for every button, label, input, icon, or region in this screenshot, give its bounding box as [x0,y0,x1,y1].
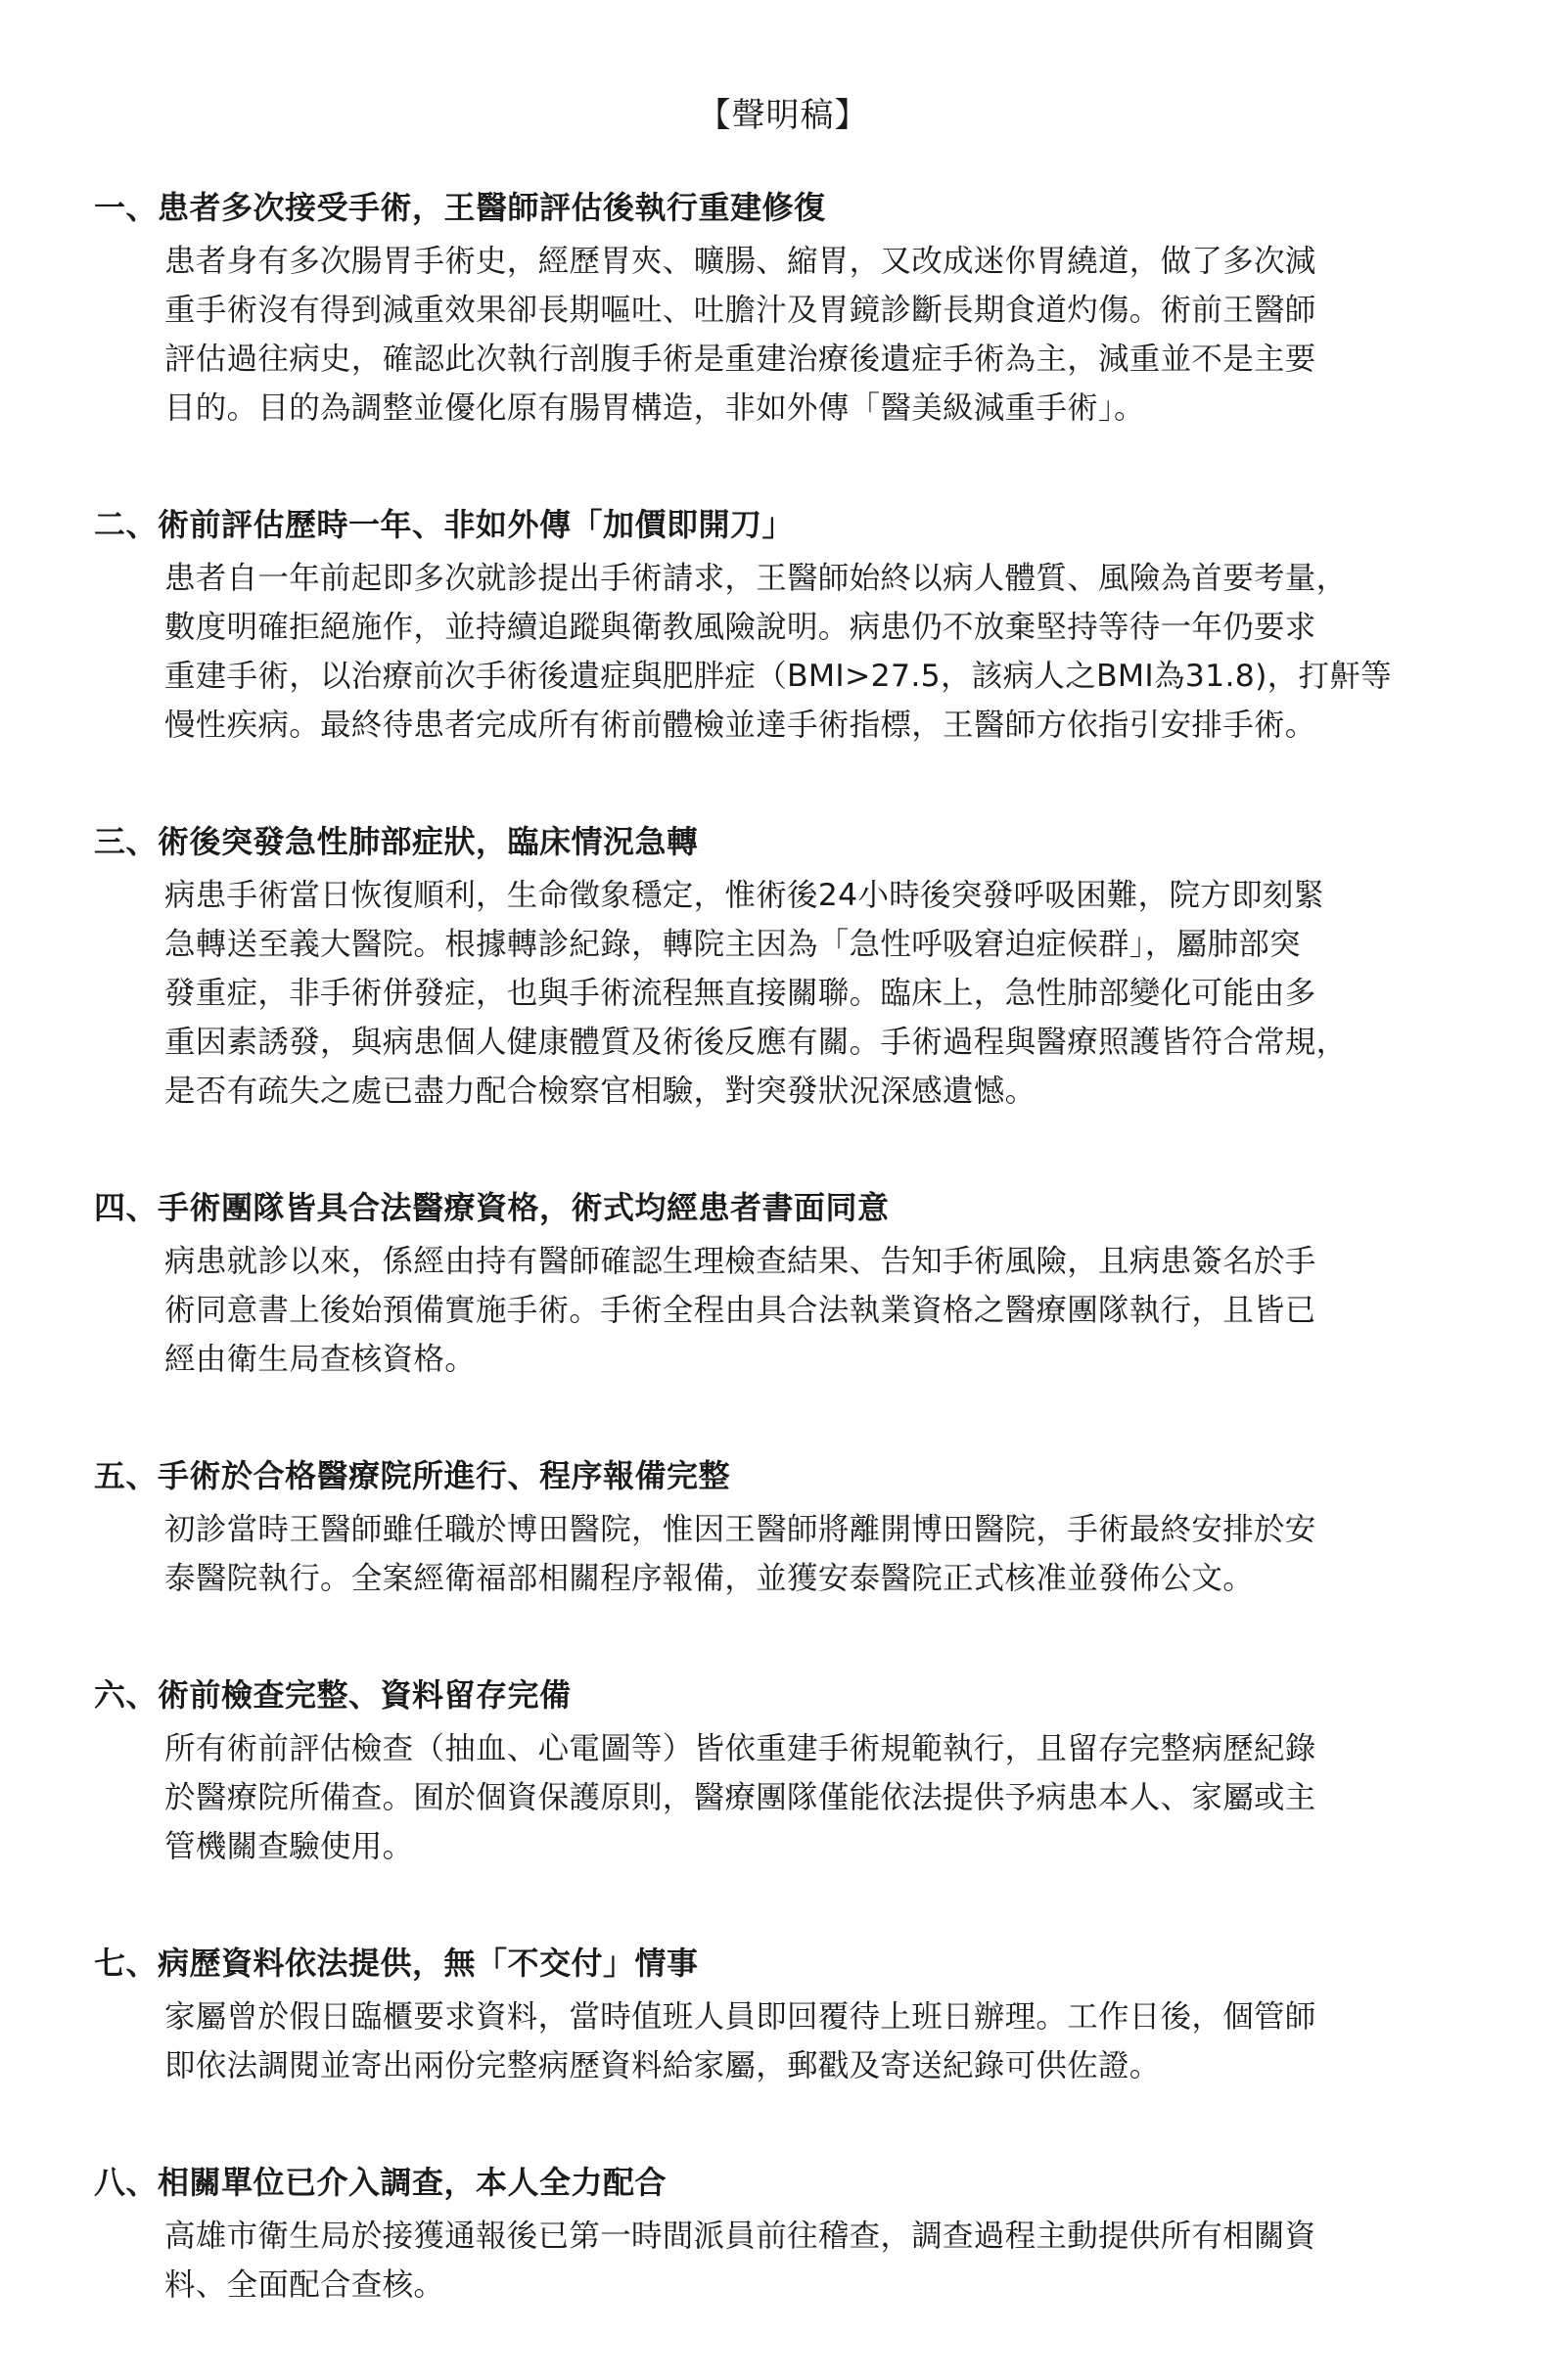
section-heading: 八、相關單位已介入調查，本人全力配合 [94,2164,668,2201]
section-body [164,1505,1491,1603]
section-body [164,2212,1491,2310]
body-line: 初診當時王醫師雖任職於博田醫院，惟因王醫師將離開博田醫院，手術最終安排於安 [164,1512,1316,1547]
section-body [164,871,1491,1116]
body-line: 發重症，非手術併發症，也與手術流程無直接關聯。臨床上，急性肺部變化可能由多 [164,976,1316,1011]
body-line: 即依法調閱並寄出兩份完整病歷資料給家屬，郵戳及寄送紀錄可供佐證。 [164,2048,1161,2083]
body-line: 經由衛生局查核資格。 [164,1342,477,1377]
statement-sections [94,186,1503,2380]
body-line: 是否有疏失之處已盡力配合檢察官相驗，對突發狀況深感遺憾。 [164,1074,1036,1109]
body-line: 病患手術當日恢復順利，生命徵象穩定，惟術後24小時後突發呼吸困難，院方即刻緊 [164,878,1325,913]
section-body [164,1724,1491,1871]
body-line: 急轉送至義大醫院。根據轉診紀錄，轉院主因為「急性呼吸窘迫症候群」，屬肺部突 [164,927,1301,962]
section-3 [94,820,1503,1116]
section-1 [94,186,1503,433]
body-line: 重手術沒有得到減重效果卻長期嘔吐、吐膽汁及胃鏡診斷長期食道灼傷。術前王醫師 [164,293,1316,328]
body-line: 重建手術，以治療前次手術後遺症與肥胖症（BMI>27.5，該病人之BMI為31.8)，打鼾等 [164,659,1392,694]
body-line: 數度明確拒絕施作，並持續追蹤與衛教風險說明。病患仍不放棄堅持等待一年仍要求 [164,610,1316,645]
section-heading: 六、術前檢查完整、資料留存完備 [94,1676,572,1714]
body-line: 重因素誘發，與病患個人健康體質及術後反應有關。手術過程與醫療照護皆符合常規， [164,1025,1348,1060]
body-line: 患者身有多次腸胃手術史，經歷胃夾、曠腸、縮胃，又改成迷你胃繞道，做了多次減 [164,244,1316,279]
section-heading: 五、手術於合格醫療院所進行、程序報備完整 [94,1457,731,1494]
body-line: 料、全面配合查核。 [164,2267,445,2303]
section-body [164,237,1491,433]
section-heading: 二、術前評估歷時一年、非如外傳「加價即開刀」 [94,506,795,543]
section-4 [94,1186,1503,1384]
body-line: 所有術前評估檢查（抽血、心電圖等）皆依重建手術規範執行，且留存完整病歷紀錄 [164,1731,1316,1766]
section-heading: 七、病歷資料依法提供，無「不交付」情事 [94,1945,699,1982]
section-heading: 一、患者多次接受手術，王醫師評估後執行重建修復 [94,189,826,226]
section-body [164,1237,1491,1384]
body-line: 於醫療院所備查。囿於個資保護原則，醫療團隊僅能依法提供予病患本人、家屬或主 [164,1780,1316,1815]
body-line: 病患就診以來，係經由持有醫師確認生理檢查結果、告知手術風險，且病患簽名於手 [164,1244,1316,1279]
section-heading: 三、術後突發急性肺部症狀，臨床情況急轉 [94,823,699,860]
body-line: 家屬曾於假日臨櫃要求資料，當時值班人員即回覆待上班日辦理。工作日後，個管師 [164,1999,1316,2035]
section-5 [94,1454,1503,1603]
section-body [164,554,1491,750]
section-2 [94,503,1503,750]
body-line: 慢性疾病。最終待患者完成所有術前體檢並達手術指標，王醫師方依指引安排手術。 [164,708,1316,743]
body-line: 患者自一年前起即多次就診提出手術請求，王醫師始終以病人體質、風險為首要考量， [164,561,1348,596]
section-6 [94,1673,1503,1871]
body-line: 泰醫院執行。全案經衛福部相關程序報備，並獲安泰醫院正式核准並發佈公文。 [164,1561,1255,1596]
body-line: 術同意書上後始預備實施手術。手術全程由具合法執業資格之醫療團隊執行，且皆已 [164,1293,1316,1328]
body-line: 高雄市衛生局於接獲通報後已第一時間派員前往稽查，調查過程主動提供所有相關資 [164,2219,1316,2254]
section-8 [94,2161,1503,2310]
body-line: 管機關查驗使用。 [164,1829,414,1864]
body-line: 評估過往病史，確認此次執行剖腹手術是重建治療後遺症手術為主，減重並不是主要 [164,342,1316,377]
body-line: 目的。目的為調整並優化原有腸胃構造，非如外傳「醫美級減重手術」。 [164,390,1145,426]
section-heading: 四、手術團隊皆具合法醫療資格，術式均經患者書面同意 [94,1189,890,1226]
section-body [164,1992,1491,2090]
section-7 [94,1942,1503,2090]
document-title: 【聲明稿】 [697,96,869,135]
